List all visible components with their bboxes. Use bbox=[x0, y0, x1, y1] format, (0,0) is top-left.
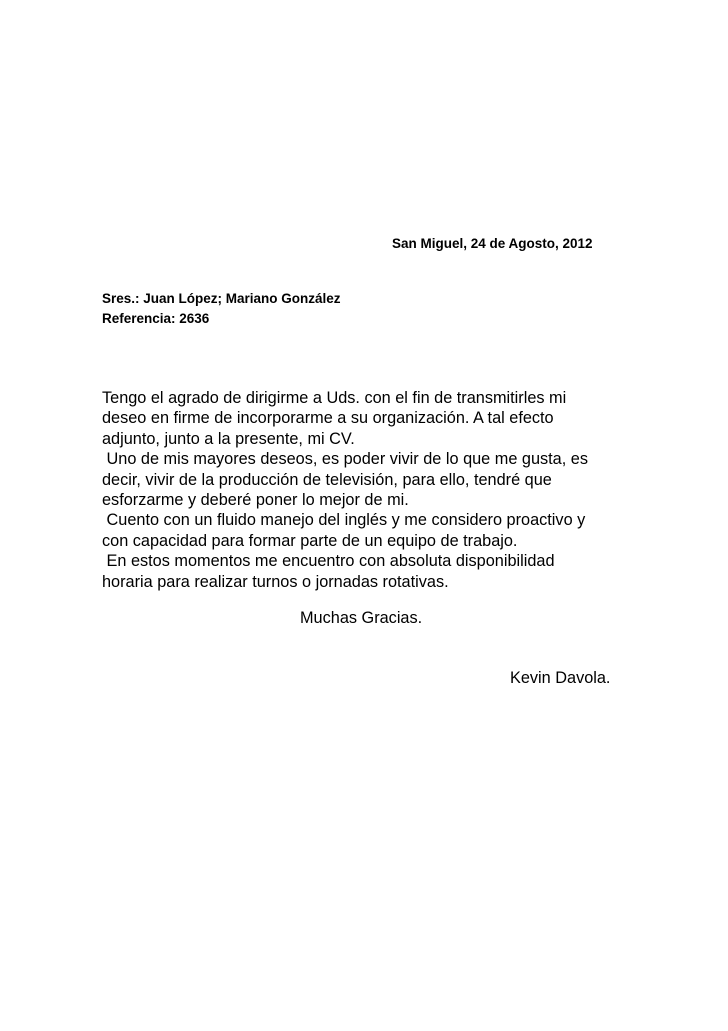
body-line: Tengo el agrado de dirigirme a Uds. con el fin de transmitirles mi bbox=[102, 389, 567, 407]
letter-date: San Miguel, 24 de Agosto, 2012 bbox=[392, 236, 593, 251]
signature-name: Kevin Davola. bbox=[510, 669, 611, 687]
closing-text: Muchas Gracias. bbox=[300, 609, 423, 627]
reference-line: Referencia: 2636 bbox=[102, 311, 210, 326]
body-line: esforzarme y deberé poner lo mejor de mi. bbox=[102, 491, 409, 510]
body-line: Uno de mis mayores deseos, es poder vivir de lo que me gusta, es bbox=[102, 450, 588, 469]
body-line: decir, vivir de la producción de televisión, para ello, tendré que bbox=[102, 470, 552, 489]
body-line: En estos momentos me encuentro con absoluta disponibilidad bbox=[102, 552, 555, 571]
body-line: Cuento con un fluido manejo del inglés y me considero proactivo y bbox=[102, 511, 586, 530]
recipient-block bbox=[102, 289, 341, 329]
recipients-line: Sres.: Juan López; Mariano González bbox=[102, 291, 341, 306]
body-line: con capacidad para formar parte de un equipo de trabajo. bbox=[102, 531, 518, 550]
body-line: deseo en firme de incorporarme a su organización. A tal efecto bbox=[102, 409, 554, 428]
body-line: adjunto, junto a la presente, mi CV. bbox=[102, 429, 355, 448]
letter-body bbox=[102, 388, 632, 592]
body-line: horaria para realizar turnos o jornadas rotativas. bbox=[102, 572, 449, 591]
